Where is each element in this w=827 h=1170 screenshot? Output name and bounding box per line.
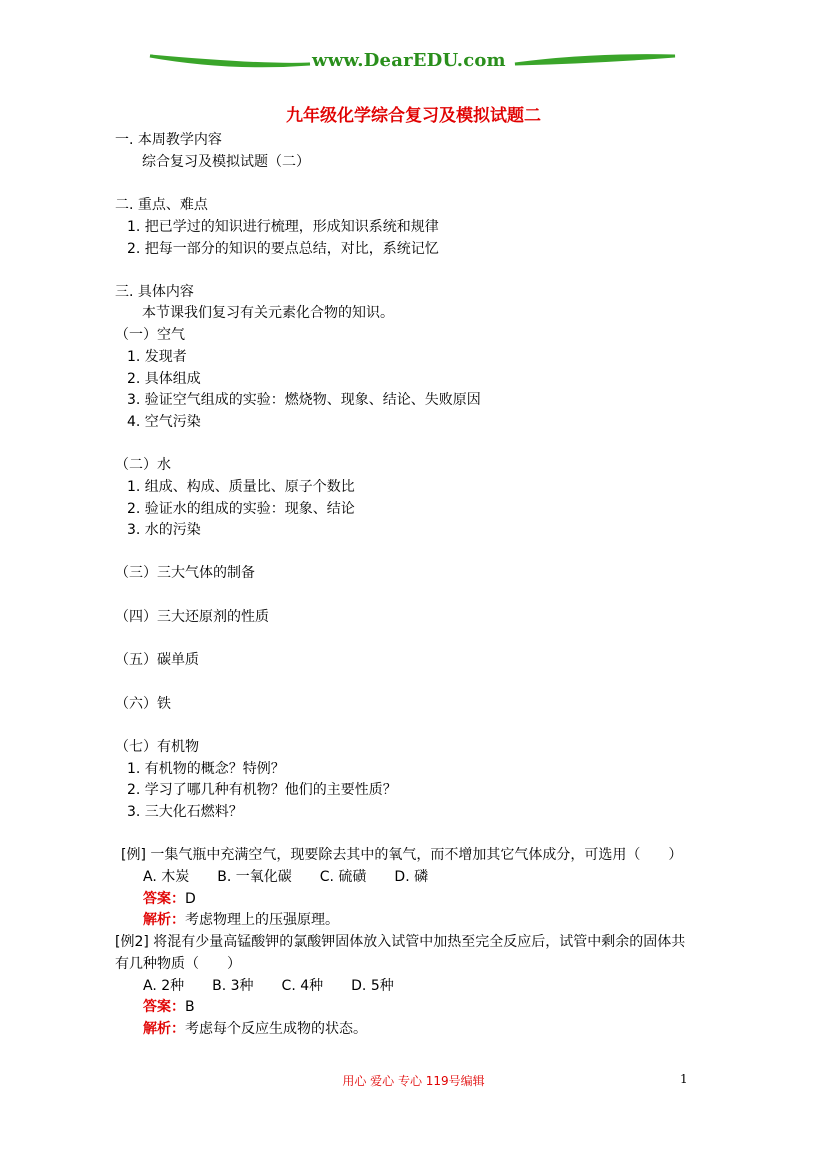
section-1-content: 综合复习及模拟试题（二） bbox=[142, 154, 310, 170]
topic-air-item-1: 1. 发现者 bbox=[127, 349, 187, 365]
right-swoosh-shape bbox=[515, 56, 675, 64]
example-2-answer bbox=[143, 998, 195, 1016]
section-2-item-1: 1. 把已学过的知识进行梳理，形成知识系统和规律 bbox=[127, 219, 439, 235]
topic-organic-heading: （七）有机物 bbox=[115, 739, 199, 755]
page-title: 九年级化学综合复习及模拟试题二 bbox=[286, 106, 541, 126]
analysis-value: 考虑物理上的压强原理。 bbox=[185, 912, 339, 928]
analysis-label: 解析： bbox=[143, 1021, 185, 1037]
answer-value: B bbox=[185, 999, 195, 1015]
analysis-value: 考虑每个反应生成物的状态。 bbox=[185, 1021, 367, 1037]
topic-reduce-heading: （四）三大还原剂的性质 bbox=[115, 609, 269, 625]
answer-label: 答案： bbox=[143, 999, 185, 1015]
example-2-question-line-1: [例2] 将混有少量高锰酸钾的氯酸钾固体放入试管中加热至完全反应后，试管中剩余的固体共 bbox=[115, 934, 686, 950]
left-swoosh-shape bbox=[150, 56, 310, 66]
topic-air-item-3: 3. 验证空气组成的实验：燃烧物、现象、结论、失败原因 bbox=[127, 392, 481, 408]
analysis-label: 解析： bbox=[143, 912, 185, 928]
example-1-answer bbox=[143, 890, 196, 908]
topic-iron-heading: （六）铁 bbox=[115, 696, 171, 712]
topic-carbon-heading: （五）碳单质 bbox=[115, 652, 199, 668]
topic-water-item-3: 3. 水的污染 bbox=[127, 522, 201, 538]
section-2-heading: 二. 重点、难点 bbox=[115, 197, 208, 213]
section-1-heading: 一. 本周教学内容 bbox=[115, 132, 222, 148]
topic-water-item-1: 1. 组成、构成、质量比、原子个数比 bbox=[127, 479, 355, 495]
section-3-heading: 三. 具体内容 bbox=[115, 284, 194, 300]
answer-value: D bbox=[185, 891, 196, 907]
answer-label: 答案： bbox=[143, 891, 185, 907]
topic-air-item-2: 2. 具体组成 bbox=[127, 371, 201, 387]
topic-air-item-4: 4. 空气污染 bbox=[127, 414, 201, 430]
example-1-options: A. 木炭 B. 一氧化碳 C. 硫磺 D. 磷 bbox=[143, 869, 429, 885]
example-2-question-line-2: 有几种物质（ ） bbox=[115, 956, 241, 972]
page-number: 1 bbox=[680, 1072, 688, 1086]
section-2-item-2: 2. 把每一部分的知识的要点总结，对比，系统记忆 bbox=[127, 241, 439, 257]
topic-organic-item-2: 2. 学习了哪几种有机物？他们的主要性质？ bbox=[127, 782, 397, 798]
section-3-intro: 本节课我们复习有关元素化合物的知识。 bbox=[142, 305, 394, 321]
site-url-logo: www.DearEDU.com bbox=[312, 50, 506, 71]
example-1-question: [例] 一集气瓶中充满空气，现要除去其中的氧气，而不增加其它气体成分，可选用（ ） bbox=[121, 847, 683, 863]
example-2-analysis bbox=[143, 1020, 367, 1038]
topic-organic-item-3: 3. 三大化石燃料？ bbox=[127, 804, 243, 820]
topic-water-item-2: 2. 验证水的组成的实验：现象、结论 bbox=[127, 501, 355, 517]
example-1-analysis bbox=[143, 911, 339, 929]
topic-water-heading: （二）水 bbox=[115, 457, 171, 473]
topic-organic-item-1: 1. 有机物的概念？特例？ bbox=[127, 761, 285, 777]
page-footer: 用心 爱心 专心 119号编辑 bbox=[342, 1074, 485, 1088]
example-2-options: A. 2种 B. 3种 C. 4种 D. 5种 bbox=[143, 978, 394, 994]
topic-gas-heading: （三）三大气体的制备 bbox=[115, 565, 255, 581]
topic-air-heading: （一）空气 bbox=[115, 327, 185, 343]
